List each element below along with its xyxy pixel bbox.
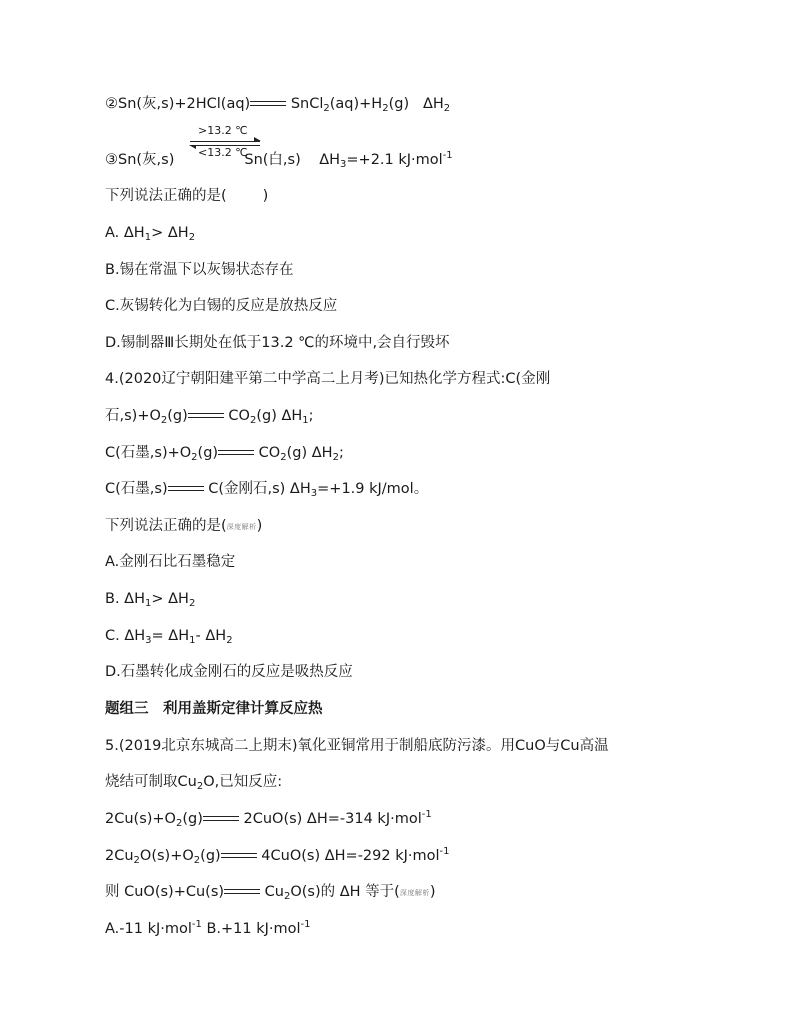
q3-equation-3: ③Sn(灰,s) Sn(白,s) $\Delta H_3=+2.1$ kJ·mol$^{-1}$ bbox=[105, 150, 453, 170]
q4-stem: 4.(2020辽宁朝阳建平第二中学高二上月考)已知热化学方程式:C(金刚 bbox=[105, 371, 551, 387]
equals-sign bbox=[218, 446, 254, 460]
equals-sign bbox=[168, 482, 204, 496]
q5-question: 则 CuO(s)+Cu(s) $Cu_2O(s)$的 ΔH 等于(深度解析) bbox=[105, 884, 436, 902]
q4-option-d: D.石墨转化成金刚石的反应是吸热反应 bbox=[105, 664, 353, 680]
analysis-tag: 深度解析 bbox=[226, 523, 257, 531]
q3-option-a: A. $\Delta H_1> \Delta H_2$ bbox=[105, 225, 196, 243]
q4-equation-3: C(石墨,s) C(金刚石,s) $\Delta H_3=+1.9$ kJ/mol。 bbox=[105, 481, 429, 499]
q3-option-c: C.灰锡转化为白锡的反应是放热反应 bbox=[105, 298, 338, 314]
q4-prompt: 下列说法正确的是(深度解析) bbox=[105, 518, 263, 534]
q5-options: A.-11 kJ·mol$^{-1}$ B.+11 kJ·mol$^{-1}$ bbox=[105, 919, 311, 937]
q5-stem-2: 烧结可制取$Cu_2O$,已知反应: bbox=[105, 774, 283, 792]
q4-option-b: B. $\Delta H_1> \Delta H_2$ bbox=[105, 591, 196, 609]
equals-sign bbox=[221, 849, 257, 863]
equals-sign bbox=[224, 885, 260, 899]
q3-equation-2: ②Sn(灰,s)+2HCl(aq) $SnCl_2(aq)+H_2(g)$ $\Delta H_2$ bbox=[105, 96, 451, 114]
section-title: 题组三 利用盖斯定律计算反应热 bbox=[105, 701, 323, 717]
q3-option-b: B.锡在常温下以灰锡状态存在 bbox=[105, 262, 294, 278]
q3-option-d: D.锡制器Ⅲ长期处在低于13.2 ℃的环境中,会自行毁坏 bbox=[105, 335, 450, 351]
q5-option-b: B.+11 kJ·mol bbox=[201, 921, 301, 937]
q5-option-a: A.-11 kJ·mol bbox=[105, 921, 192, 937]
q4-equation-2: C(石墨$,s)+O_2(g)$ $CO_2(g)$ $\Delta H_2$; bbox=[105, 445, 344, 463]
q4-equation-1: 石$,s)+O_2(g)$ $CO_2(g)$ $\Delta H_1$; bbox=[105, 408, 314, 426]
q5-equation-1: $2Cu(s)+O_2(g)$ 2CuO(s) ΔH=-314 kJ·mol$^{-1}$ bbox=[105, 809, 432, 829]
equals-sign bbox=[188, 409, 224, 423]
q4-option-a: A.金刚石比石墨稳定 bbox=[105, 554, 236, 570]
q4-option-c: C. $\Delta H_3= \Delta H_1-$ $\Delta H_2$ bbox=[105, 628, 233, 646]
q3-prompt: 下列说法正确的是( ) bbox=[105, 188, 269, 204]
equals-sign bbox=[250, 97, 286, 111]
analysis-tag: 深度解析 bbox=[399, 889, 430, 897]
q5-equation-2: $2Cu_2O(s)+O_2(g)$ 4CuO(s) ΔH=-292 kJ·mol$^{-1}$ bbox=[105, 846, 450, 866]
reversible-arrow: >13.2 ℃ <13.2 ℃ bbox=[190, 124, 260, 160]
q5-stem: 5.(2019北京东城高二上期末)氧化亚铜常用于制船底防污漆。用CuO与Cu高温 bbox=[105, 738, 609, 754]
forward-arrow-icon bbox=[190, 141, 260, 142]
equals-sign bbox=[203, 812, 239, 826]
